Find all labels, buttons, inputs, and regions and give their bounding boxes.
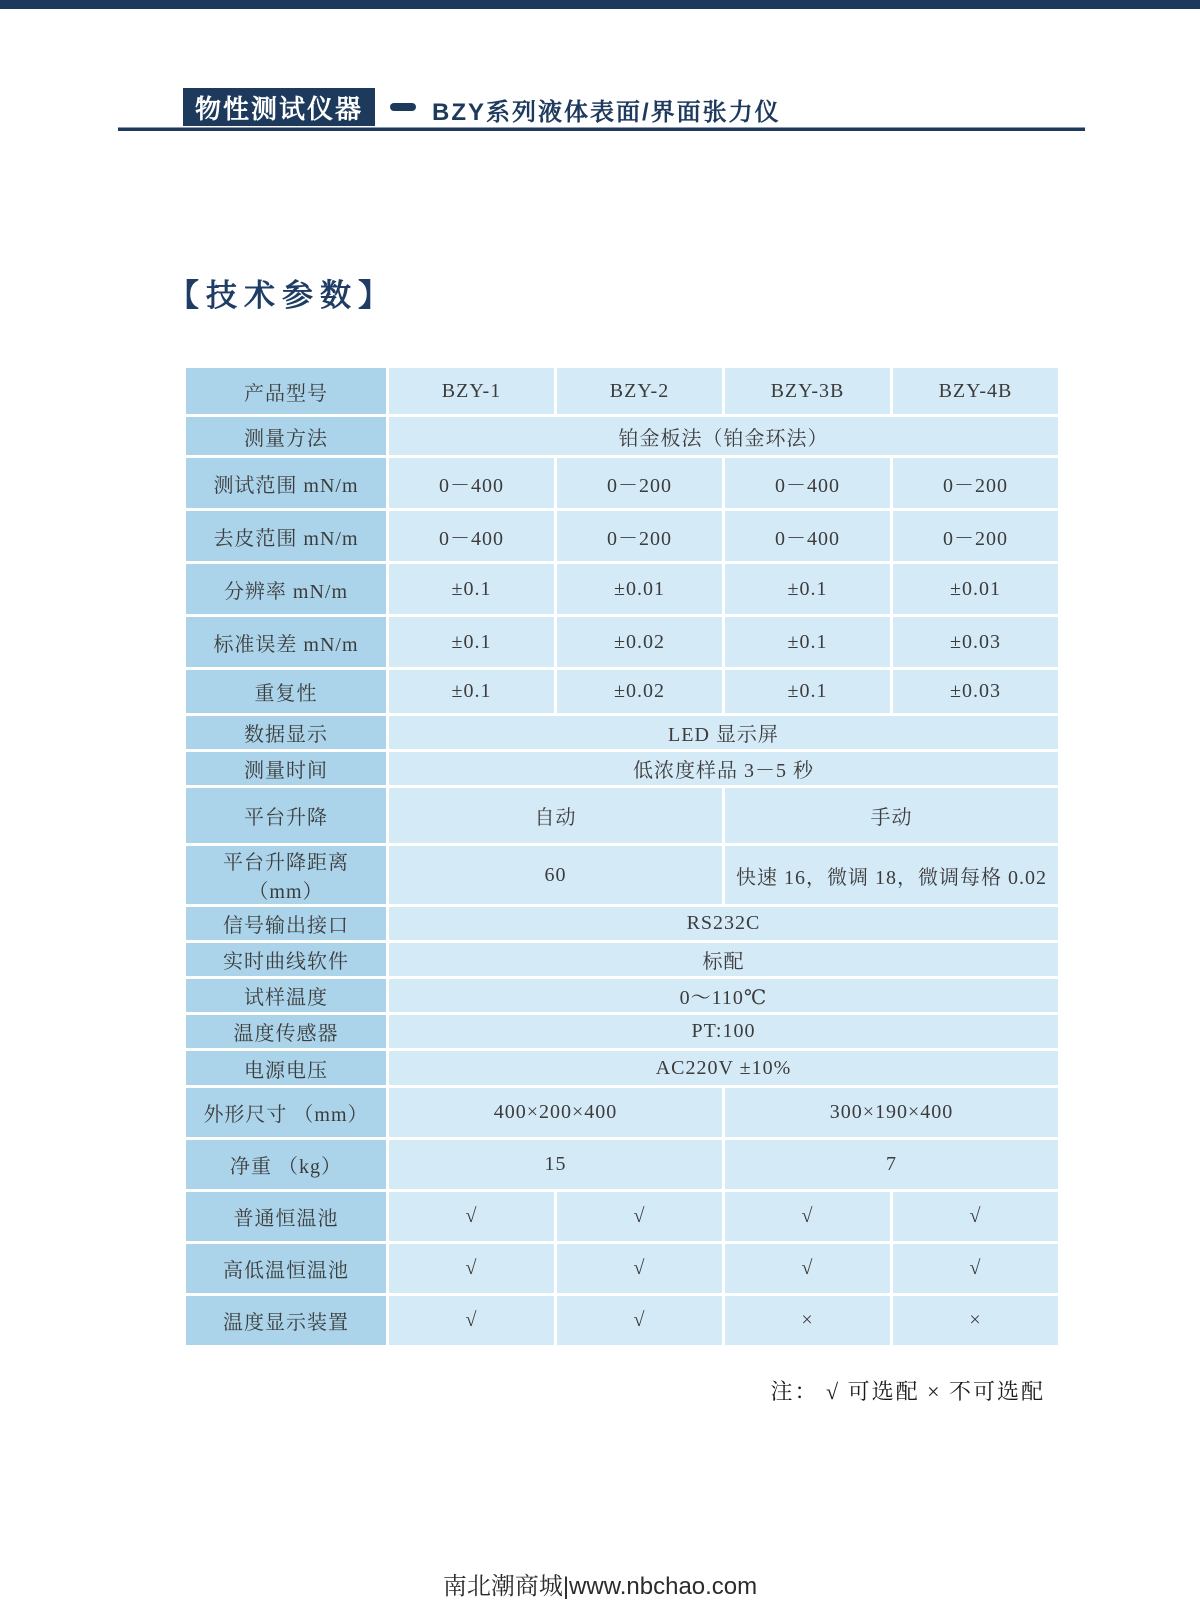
cell: AC220V ±10% bbox=[389, 1051, 1058, 1085]
cell: √ bbox=[893, 1244, 1058, 1293]
table-row-power bbox=[186, 1051, 1058, 1085]
row-label: 温度传感器 bbox=[186, 1015, 386, 1048]
table-row-repeatability bbox=[186, 670, 1058, 713]
cell: BZY-3B bbox=[725, 368, 890, 414]
brand-badge-label: 物性测试仪器 bbox=[194, 93, 363, 124]
row-label: 测试范围 mN/m bbox=[186, 458, 386, 508]
row-label: 信号输出接口 bbox=[186, 907, 386, 940]
table-row-method bbox=[186, 417, 1058, 455]
row-label: 平台升降 bbox=[186, 788, 386, 843]
cell: ±0.1 bbox=[725, 617, 890, 667]
cell: 快速 16，微调 18，微调每格 0.02 bbox=[725, 846, 1058, 904]
table-row-tare-range bbox=[186, 511, 1058, 561]
legend-note: 注： √ 可选配 × 不可选配 bbox=[770, 1379, 1045, 1404]
row-label: 测量时间 bbox=[186, 752, 386, 785]
cell: BZY-1 bbox=[389, 368, 554, 414]
cell: ±0.1 bbox=[389, 564, 554, 614]
table-row-resolution bbox=[186, 564, 1058, 614]
cell: 0－400 bbox=[389, 511, 554, 561]
cell: √ bbox=[725, 1192, 890, 1241]
cell: BZY-2 bbox=[557, 368, 722, 414]
row-label: 高低温恒温池 bbox=[186, 1244, 386, 1293]
row-label: 净重 （kg） bbox=[186, 1140, 386, 1189]
row-label: 温度显示装置 bbox=[186, 1296, 386, 1345]
cell: ±0.1 bbox=[389, 670, 554, 713]
cell: ±0.03 bbox=[893, 670, 1058, 713]
table-row-normal-bath bbox=[186, 1192, 1058, 1241]
cell: 0－200 bbox=[557, 511, 722, 561]
cell: 低浓度样品 3－5 秒 bbox=[389, 752, 1058, 785]
cell: 自动 bbox=[389, 788, 722, 843]
table-row-signal-port bbox=[186, 907, 1058, 940]
cell: BZY-4B bbox=[893, 368, 1058, 414]
cell: 300×190×400 bbox=[725, 1088, 1058, 1137]
row-label: 外形尺寸 （mm） bbox=[186, 1088, 386, 1137]
cell: 0～110℃ bbox=[389, 979, 1058, 1012]
cell: 0－200 bbox=[893, 458, 1058, 508]
cell: ±0.1 bbox=[389, 617, 554, 667]
header-divider bbox=[118, 127, 1085, 131]
cell: √ bbox=[389, 1296, 554, 1345]
cell: √ bbox=[893, 1192, 1058, 1241]
cell: 0－200 bbox=[557, 458, 722, 508]
cell: ±0.1 bbox=[725, 564, 890, 614]
cell: ±0.02 bbox=[557, 670, 722, 713]
cell: √ bbox=[557, 1296, 722, 1345]
row-label: 电源电压 bbox=[186, 1051, 386, 1085]
cell: 标配 bbox=[389, 943, 1058, 976]
row-label: 试样温度 bbox=[186, 979, 386, 1012]
cell: 7 bbox=[725, 1140, 1058, 1189]
cell: PT:100 bbox=[389, 1015, 1058, 1048]
row-label: 产品型号 bbox=[186, 368, 386, 414]
spec-table bbox=[183, 365, 1061, 1348]
table-row-hilo-bath bbox=[186, 1244, 1058, 1293]
row-label: 普通恒温池 bbox=[186, 1192, 386, 1241]
cell: ±0.03 bbox=[893, 617, 1058, 667]
section-title: 【技术参数】 bbox=[168, 278, 396, 313]
cell: √ bbox=[389, 1244, 554, 1293]
cell: × bbox=[893, 1296, 1058, 1345]
table-row-dimensions bbox=[186, 1088, 1058, 1137]
cell: 0－400 bbox=[389, 458, 554, 508]
table-row-temp-sensor bbox=[186, 1015, 1058, 1048]
top-accent-bar bbox=[0, 0, 1200, 9]
cell: 铂金板法（铂金环法） bbox=[389, 417, 1058, 455]
table-row-test-range bbox=[186, 458, 1058, 508]
cell: 60 bbox=[389, 846, 722, 904]
cell: 0－400 bbox=[725, 458, 890, 508]
row-label: 测量方法 bbox=[186, 417, 386, 455]
row-label: 平台升降距离 （mm） bbox=[186, 846, 386, 904]
cell: × bbox=[725, 1296, 890, 1345]
series-title: BZY系列液体表面/界面张力仪 bbox=[432, 98, 781, 126]
cell: 400×200×400 bbox=[389, 1088, 722, 1137]
footer-text: 南北潮商城|www.nbchao.com bbox=[442, 1573, 758, 1600]
table-row-model bbox=[186, 368, 1058, 414]
cell: √ bbox=[557, 1192, 722, 1241]
table-row-std-error bbox=[186, 617, 1058, 667]
cell: ±0.01 bbox=[557, 564, 722, 614]
cell: ±0.1 bbox=[725, 670, 890, 713]
row-label: 标准误差 mN/m bbox=[186, 617, 386, 667]
cell: 15 bbox=[389, 1140, 722, 1189]
brand-badge bbox=[183, 88, 375, 126]
cell: 0－200 bbox=[893, 511, 1058, 561]
dash-icon bbox=[390, 103, 416, 111]
cell: RS232C bbox=[389, 907, 1058, 940]
table-row-platform-lift bbox=[186, 788, 1058, 843]
row-label: 重复性 bbox=[186, 670, 386, 713]
cell: ±0.01 bbox=[893, 564, 1058, 614]
cell: √ bbox=[557, 1244, 722, 1293]
cell: LED 显示屏 bbox=[389, 716, 1058, 749]
cell: ±0.02 bbox=[557, 617, 722, 667]
table-row-temp-display bbox=[186, 1296, 1058, 1345]
row-label: 分辨率 mN/m bbox=[186, 564, 386, 614]
row-label: 实时曲线软件 bbox=[186, 943, 386, 976]
table-row-sample-temp bbox=[186, 979, 1058, 1012]
row-label: 去皮范围 mN/m bbox=[186, 511, 386, 561]
table-row-display bbox=[186, 716, 1058, 749]
table-row-net-weight bbox=[186, 1140, 1058, 1189]
cell: √ bbox=[389, 1192, 554, 1241]
cell: √ bbox=[725, 1244, 890, 1293]
table-row-measure-time bbox=[186, 752, 1058, 785]
table-row-lift-distance bbox=[186, 846, 1058, 904]
cell: 手动 bbox=[725, 788, 1058, 843]
cell: 0－400 bbox=[725, 511, 890, 561]
table-row-curve-software bbox=[186, 943, 1058, 976]
row-label: 数据显示 bbox=[186, 716, 386, 749]
